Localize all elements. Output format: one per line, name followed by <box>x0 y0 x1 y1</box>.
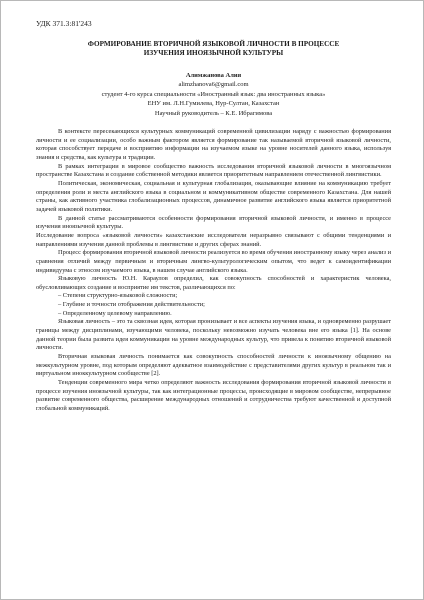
author-email: alimzhanova6@gmail.com <box>178 81 249 89</box>
title-line-1: ФОРМИРОВАНИЕ ВТОРИЧНОЙ ЯЗЫКОВОЙ ЛИЧНОСТИ В ПРОЦЕССЕ <box>87 40 340 48</box>
author-name: Алимжанова Алия <box>185 72 242 79</box>
article-body <box>36 128 391 414</box>
body-paragraph: В данной статье рассматриваются особенности формирования вторичной языковой личности, и именно в процессе изучения иноязычной культуры. <box>36 214 391 231</box>
article-title <box>36 40 391 58</box>
title-line-2: ИЗУЧЕНИЯ ИНОЯЗЫЧНОЙ КУЛЬТУРЫ <box>143 49 284 57</box>
body-paragraph: Тенденции современного мира четко определяют важность исследования формирования вторичной языковой личности в процессе изучения иноязычной культуры, так как интеграционные процессы, происходящие в мировом сообществе, непрерывное развитие современного общества, расширение международных отношений и сотрудничества требуют качественной и доступной глобальной коммуникаций. <box>36 379 391 412</box>
body-paragraph: Языковая личность – это та сквозная идея, которая пронизывает и все аспекты изучения языка, и одновременно разрушает границы между дисциплинами, изучающими человека, поскольку невозможно изучать человека вне его языка [1]. На основе данной теории была развита идея коммуникации на уровне международных культур, что привела к понятию вторичной языковой личности. <box>36 318 391 352</box>
body-paragraph: Вторичная языковая личность понимается как совокупность способностей личности к иноязычному общению на межкультурном уровне, под которым определяют адекватное взаимодействие с представителями других культур в реальном так и виртуальном иноккультурном сообществе [2]. <box>36 353 391 378</box>
criteria-list <box>36 292 391 318</box>
list-item: – Глубине и точности отображения действительности; <box>58 301 205 309</box>
author-university: ЕНУ им. Л.Н.Гумилева, Нур-Султан, Казахстан <box>147 100 280 108</box>
body-paragraph: Исследование вопроса «языковой личности» казахстанские исследователи неразрывно связывают с общими тенденциями и направлениями изучения данной проблемы в лингвистике и других сферах знаний. <box>36 231 391 248</box>
body-paragraph: В рамках интеграции в мировое сообщество важность исследования вторичной языковой личности в многоязычном пространстве Казахстана и создание собственной методики является приоритетным направлением отечественной лингвистики. <box>36 162 391 179</box>
author-block <box>36 71 391 118</box>
udk-code: УДК 371.3:81'243 <box>36 19 92 28</box>
author-affiliation: студент 4-го курса специальности «Иностранный язык: два иностранных языка» <box>101 90 326 98</box>
scientific-supervisor: Научный руководитель – К.Е. Ибрагимова <box>154 109 273 117</box>
body-paragraph: Языковую личность Ю.Н. Караулов определил, как совокупность способностей и характеристик человека, обусловливающих создание и восприятие им текстов, различающихся по: <box>36 275 391 291</box>
body-paragraph: Процесс формирования вторичной языковой личности реализуется во время обучения иностранному языку через анализ и сравнения отличий между первичным и вторичным лингво-культурологическим опытом, что ведет к самоидентификации индивидуума с этносом изучаемого языка, в нашем случае английского языка. <box>36 249 391 274</box>
body-paragraph: В контексте пересекающихся культурных коммуникаций современной цивилизации наряду с важностью формирования личности и ее социализации, особо важным фактором является формирование так называемой вторичной языковой личности, которая способствует передаче и восприятию информации на изучаемом языке на уровне носителей данного языка, используя знания и средства, как культура и традиции. <box>36 128 391 161</box>
list-item: – Степени структурно-языковой сложности; <box>58 292 178 300</box>
body-paragraph: Политическая, экономическая, социальная и культурная глобализация, оказывающие влияние на коммуникацию требует определения роли и места английского языка в социальном и коммуникативном обществе современного Казахстана. Для нашей страны, как активного участника глобализационных процессов, динамичное развитие английского языка является приоритетной задачей языковой политики. <box>36 179 391 213</box>
list-item: – Определенному целевому направлению. <box>58 309 172 317</box>
